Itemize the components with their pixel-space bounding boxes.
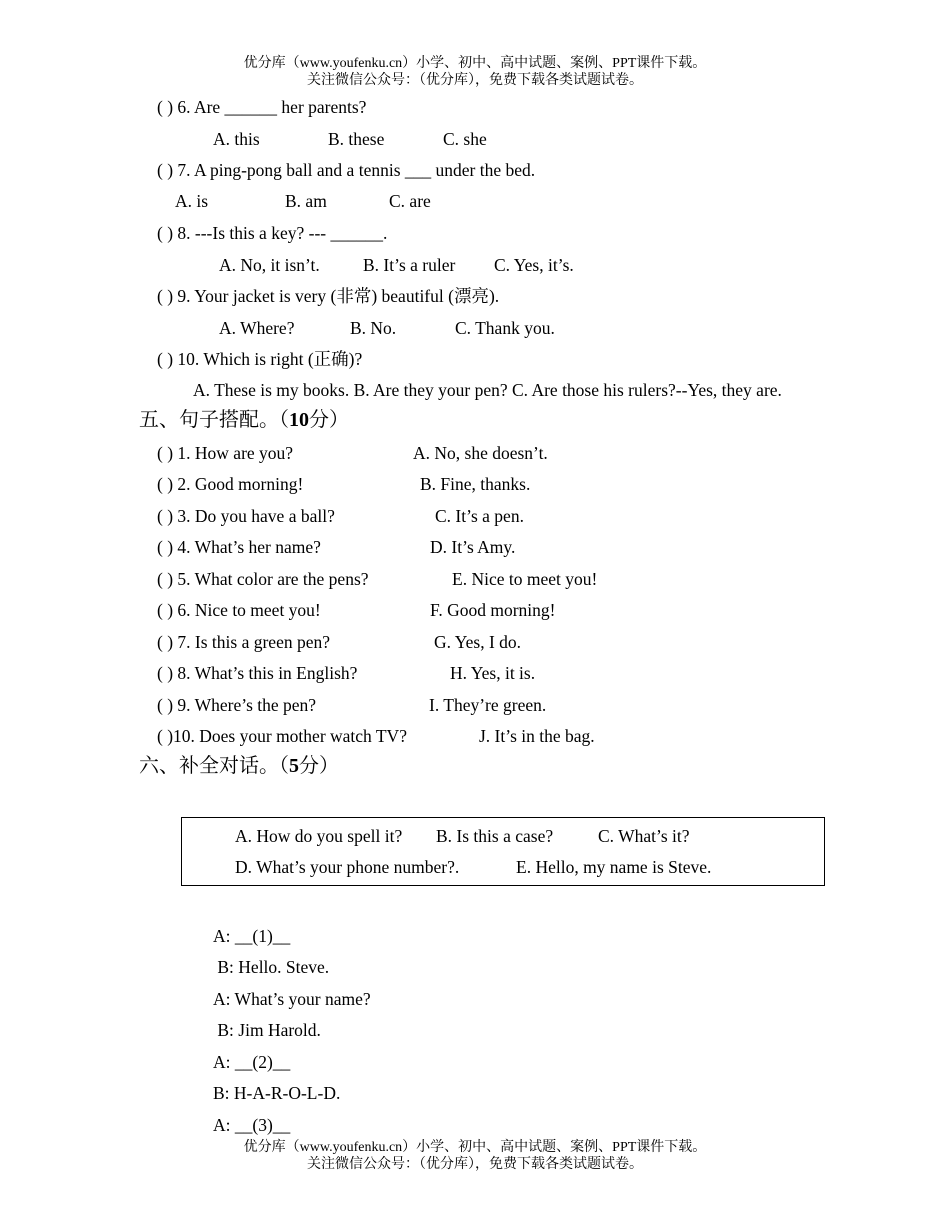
section-6-title-prefix: 六、补全对话。（ (139, 755, 289, 777)
mc-q10-options: A. These is my books. B. Are they your pen? C. Are those his rulers?--Yes, they are. (193, 380, 782, 400)
mc-q9-option-a: A. Where? (219, 318, 295, 338)
mc-q7-stem: ( ) 7. A ping-pong ball and a tennis ___ under the bed. (157, 160, 536, 180)
mc-q9-stem: ( ) 9. Your jacket is very (非常) beautiful (漂亮). (157, 286, 500, 306)
mc-q10-stem: ( ) 10. Which is right (正确)? (157, 349, 363, 369)
box-option-d: D. What’s your phone number?. (235, 857, 460, 877)
mc-q6-option-c: C. she (443, 129, 487, 149)
section-5-points: 10 (289, 409, 309, 431)
dialogue-speaker: A: (213, 926, 231, 946)
dialogue-line: B: H-A-R-O-L-D. (213, 1083, 341, 1103)
match-question: ( )10. Does your mother watch TV? (157, 726, 407, 746)
footer-line-1: 优分库（www.youfenku.cn）小学、初中、高中试题、案例、PPT课件下载。 (243, 1140, 707, 1155)
dialogue-line (213, 1115, 290, 1135)
dialogue-blank: __(3)__ (234, 1115, 291, 1135)
match-question: ( ) 3. Do you have a ball? (157, 506, 335, 526)
box-option-a: A. How do you spell it? (235, 826, 403, 846)
section-5-title-suffix: 分） (309, 409, 349, 431)
dialogue-speaker: A: (213, 1115, 231, 1135)
mc-q8-option-a: A. No, it isn’t. (219, 255, 320, 275)
match-answer: F. Good morning! (430, 600, 556, 620)
section-6-title-suffix: 分） (299, 755, 339, 777)
match-answer: G. Yes, I do. (434, 632, 522, 652)
match-question: ( ) 5. What color are the pens? (157, 569, 369, 589)
box-option-b: B. Is this a case? (436, 826, 554, 846)
mc-q8-stem: ( ) 8. ---Is this a key? --- ______. (157, 223, 388, 243)
match-answer: I. They’re green. (429, 695, 547, 715)
dialogue-line (213, 926, 290, 946)
match-answer: D. It’s Amy. (430, 537, 516, 557)
match-answer: B. Fine, thanks. (420, 474, 531, 494)
mc-q8-option-b: B. It’s a ruler (363, 255, 456, 275)
match-question: ( ) 4. What’s her name? (157, 537, 321, 557)
section-6-points: 5 (289, 755, 299, 777)
section-5-title (139, 408, 349, 432)
mc-q9-option-b: B. No. (350, 318, 397, 338)
mc-q9-option-c: C. Thank you. (455, 318, 555, 338)
match-answer: E. Nice to meet you! (452, 569, 598, 589)
box-option-e: E. Hello, my name is Steve. (516, 857, 712, 877)
dialogue-speaker: A: (213, 1052, 231, 1072)
mc-q6-option-b: B. these (328, 129, 385, 149)
mc-q7-option-a: A. is (175, 191, 209, 211)
header-line-2: 关注微信公众号：（优分库），免费下载各类试题试卷。 (307, 73, 643, 88)
match-answer: J. It’s in the bag. (479, 726, 595, 746)
header-line-1: 优分库（www.youfenku.cn）小学、初中、高中试题、案例、PPT课件下载。 (243, 56, 707, 71)
mc-q6-option-a: A. this (213, 129, 260, 149)
match-question: ( ) 1. How are you? (157, 443, 294, 463)
match-question: ( ) 7. Is this a green pen? (157, 632, 330, 652)
match-answer: C. It’s a pen. (435, 506, 524, 526)
box-option-c: C. What’s it? (598, 826, 690, 846)
dialogue-blank: __(2)__ (234, 1052, 291, 1072)
match-answer: H. Yes, it is. (450, 663, 536, 683)
match-question: ( ) 8. What’s this in English? (157, 663, 358, 683)
mc-q6-stem: ( ) 6. Are ______ her parents? (157, 97, 367, 117)
mc-q8-option-c: C. Yes, it’s. (494, 255, 574, 275)
match-question: ( ) 2. Good morning! (157, 474, 304, 494)
match-question: ( ) 6. Nice to meet you! (157, 600, 321, 620)
dialogue-line: B: Hello. Steve. (213, 957, 330, 977)
match-answer: A. No, she doesn’t. (413, 443, 548, 463)
dialogue-line: A: What’s your name? (213, 989, 371, 1009)
section-6-title (139, 754, 339, 778)
mc-q7-option-b: B. am (285, 191, 327, 211)
dialogue-line (213, 1052, 290, 1072)
dialogue-blank: __(1)__ (234, 926, 291, 946)
match-question: ( ) 9. Where’s the pen? (157, 695, 317, 715)
footer-line-2: 关注微信公众号：（优分库），免费下载各类试题试卷。 (307, 1157, 643, 1172)
dialogue-line: B: Jim Harold. (213, 1020, 321, 1040)
section-5-title-prefix: 五、句子搭配。（ (139, 409, 289, 431)
mc-q7-option-c: C. are (389, 191, 431, 211)
